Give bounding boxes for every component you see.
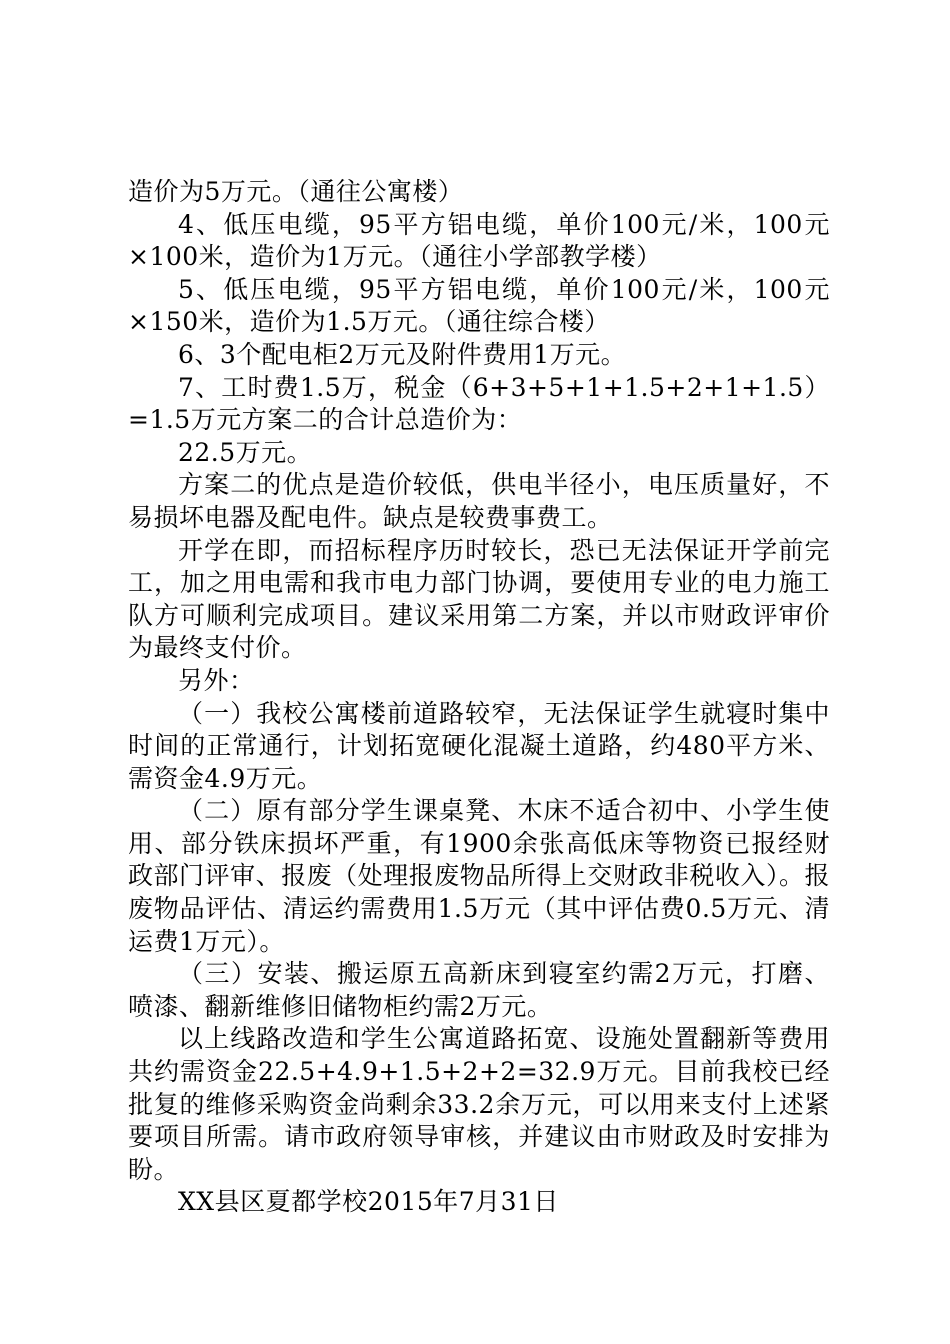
- paragraph-12: （三）安装、搬运原五高新床到寝室约需2万元，打磨、喷漆、翻新维修旧储物柜约需2万元。: [128, 959, 830, 1021]
- paragraph-6: 22.5万元。: [178, 437, 313, 467]
- paragraph-1: 造价为5万元。（通往公寓楼）: [128, 177, 464, 206]
- paragraph-11: （二）原有部分学生课桌凳、木床不适合初中、小学生使用、部分铁床损坏严重，有1900余张高低床等物资已报经财政部门评审、报废（处理报废物品所得上交财政非税收入）。报废物品评估、清运约需费用1.5万元（其中评估费0.5万元、清运费1万元）。: [128, 796, 830, 956]
- paragraph-13: 以上线路改造和学生公寓道路拓宽、设施处置翻新等费用共约需资金22.5+4.9+1.5+2+2=32.9万元。目前我校已经批复的维修采购资金尚剩余33.2余万元，可以用来支付上述紧要项目所需。请市政府领导审核，并建议由市财政及时安排为盼。: [128, 1024, 830, 1184]
- paragraph-9: 另外：: [178, 665, 255, 695]
- paragraph-8: 开学在即，而招标程序历时较长，恐已无法保证开学前完工，加之用电需和我市电力部门协调，要使用专业的电力施工队方可顺利完成项目。建议采用第二方案，并以市财政评审价为最终支付价。: [128, 535, 830, 663]
- signature-line: XX县区夏都学校2015年7月31日: [178, 1187, 559, 1217]
- paragraph-3: 5、低压电缆，95平方铝电缆，单价100元/米，100元×150米，造价为1.5万元。（通往综合楼）: [128, 274, 830, 337]
- paragraph-10: （一）我校公寓楼前道路较窄，无法保证学生就寝时集中时间的正常通行，计划拓宽硬化混凝土道路，约480平方米、需资金4.9万元。: [128, 698, 830, 793]
- paragraph-5: 7、工时费1.5万，税金（6+3+5+1+1.5+2+1+1.5）=1.5万元方案二的合计总造价为：: [128, 372, 830, 435]
- document-body: [128, 176, 830, 1219]
- paragraph-7: 方案二的优点是造价较低，供电半径小，电压质量好，不易损坏电器及配电件。缺点是较费事费工。: [128, 470, 830, 532]
- paragraph-4: 6、3个配电柜2万元及附件费用1万元。: [178, 339, 627, 369]
- paragraph-2: 4、低压电缆，95平方铝电缆，单价100元/米，100元×100米，造价为1万元。（通往小学部教学楼）: [128, 209, 830, 272]
